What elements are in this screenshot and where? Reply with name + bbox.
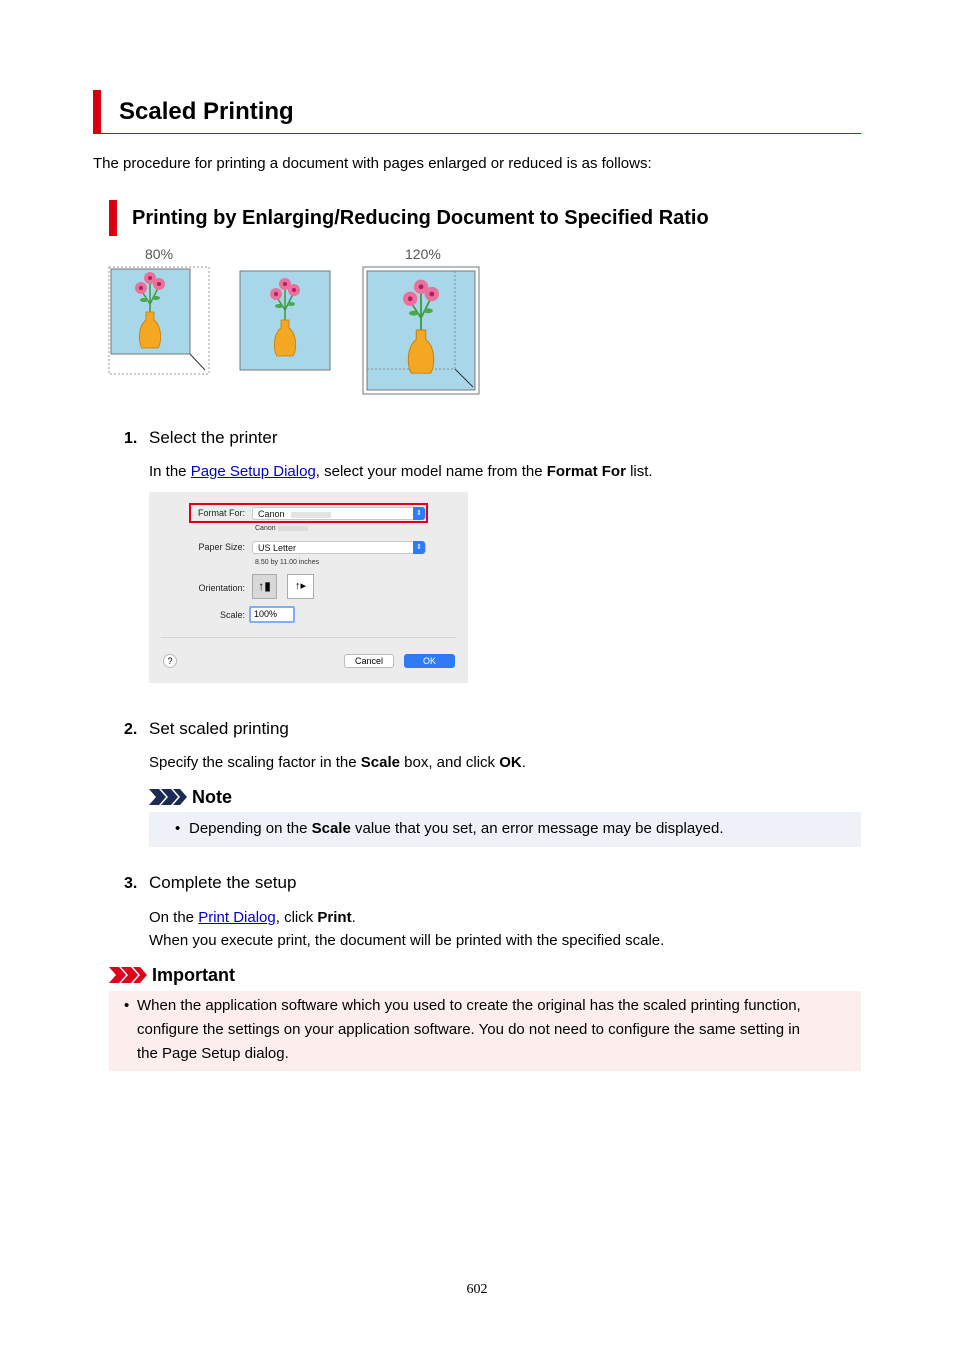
landscape-orientation-button[interactable]: [287, 574, 314, 599]
important-text-line3: the Page Setup dialog.: [137, 1045, 289, 1062]
format-for-model: Canon: [255, 525, 308, 532]
paper-size-label: Paper Size:: [198, 542, 245, 552]
dialog-divider: [161, 637, 456, 638]
subheading-accent-bar: [109, 200, 117, 236]
important-text-line1: When the application software which you used to create the original has the scaled printing function,: [137, 997, 801, 1014]
page-number: 602: [466, 1282, 488, 1297]
page-setup-dialog-link[interactable]: Page Setup Dialog: [190, 463, 316, 480]
step-title: Select the printer: [149, 428, 278, 447]
heading-accent-bar: [93, 90, 101, 134]
step-number: 2.: [124, 721, 138, 738]
print-dialog-link[interactable]: Print Dialog: [198, 909, 276, 926]
format-for-select[interactable]: Canon ⇕: [252, 507, 426, 520]
scale-label: Scale:: [219, 610, 245, 620]
orientation-label: Orientation:: [198, 583, 245, 593]
paper-size-select[interactable]: US Letter ⇕: [252, 541, 426, 554]
ok-button[interactable]: OK: [404, 654, 455, 668]
important-text-line2: configure the settings on your application software. You do not need to configure the same setting in: [137, 1021, 800, 1038]
cancel-button[interactable]: Cancel: [344, 654, 394, 668]
help-button[interactable]: ?: [163, 654, 177, 668]
note-bullet: •: [175, 820, 181, 837]
step-description: Specify the scaling factor in the Scale box, and click OK.: [149, 754, 526, 771]
landscape-icon: ↑▸: [294, 580, 307, 592]
important-title: Important: [152, 965, 235, 985]
section-title: Printing by Enlarging/Reducing Document to Specified Ratio: [132, 207, 709, 229]
step-description: In the Page Setup Dialog, select your model name from the Format For list.: [149, 463, 653, 480]
chevron-updown-icon: ⇕: [413, 507, 425, 520]
important-bullet: •: [124, 997, 130, 1014]
important-chevrons-icon: [109, 967, 149, 983]
step-number: 1.: [124, 430, 138, 447]
step-title: Set scaled printing: [149, 719, 289, 738]
note-chevrons-icon: [149, 789, 189, 805]
portrait-orientation-button[interactable]: [252, 574, 277, 599]
step-description: On the Print Dialog, click Print.: [149, 909, 356, 926]
scaling-illustration: [105, 242, 485, 398]
chevron-updown-icon: ⇕: [413, 541, 425, 554]
page-setup-dialog: [149, 492, 468, 683]
heading-rule: [93, 133, 861, 134]
enlarge-label: 120%: [405, 246, 441, 262]
paper-size-dimensions: 8.50 by 11.00 inches: [255, 559, 320, 566]
step-description-line2: When you execute print, the document will be printed with the specified scale.: [149, 932, 665, 949]
format-for-label: Format For:: [197, 508, 245, 518]
scale-input[interactable]: 100%: [249, 606, 295, 623]
format-for-highlight: [189, 503, 428, 523]
note-text: Depending on the Scale value that you set, an error message may be displayed.: [189, 820, 724, 837]
step-number: 3.: [124, 875, 138, 892]
portrait-icon: ↑▮: [258, 579, 271, 593]
reduce-label: 80%: [145, 246, 174, 262]
step-title: Complete the setup: [149, 873, 297, 892]
intro-text: The procedure for printing a document with pages enlarged or reduced is as follows:: [93, 155, 652, 172]
page-title: Scaled Printing: [119, 98, 294, 125]
note-title: Note: [192, 787, 232, 807]
